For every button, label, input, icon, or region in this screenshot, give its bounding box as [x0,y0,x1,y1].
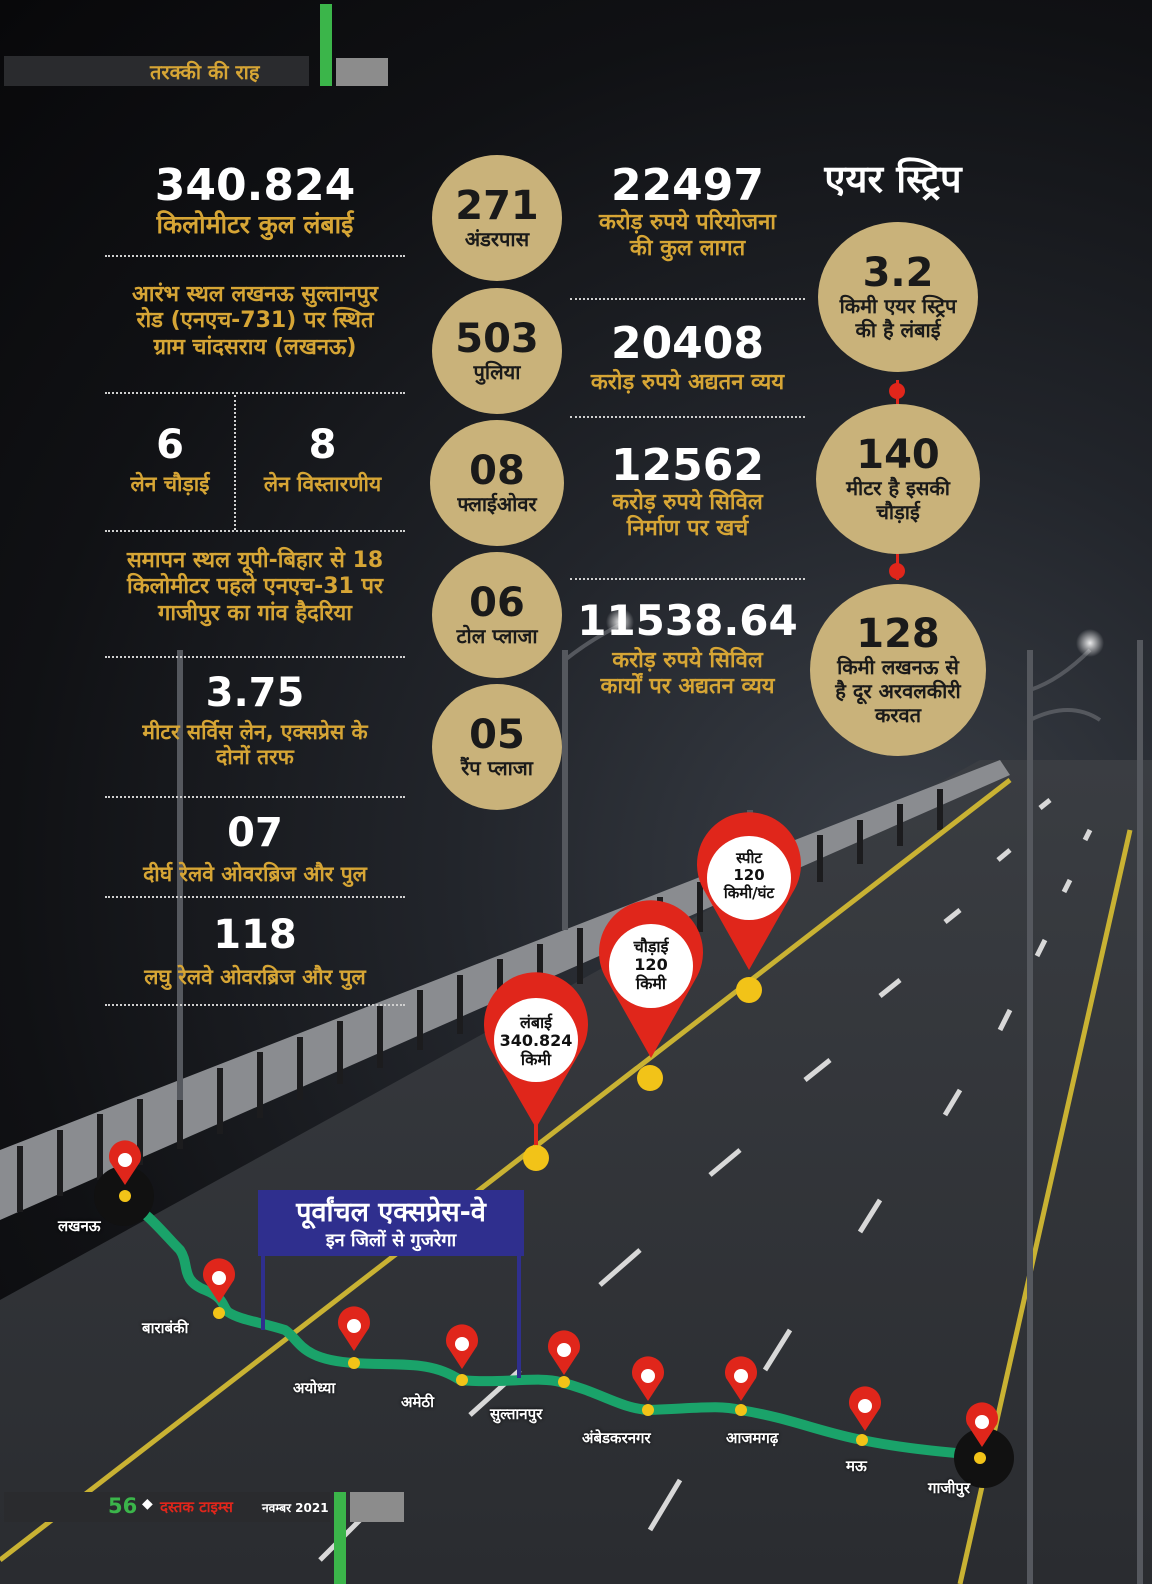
stat-circle-culverts: 503 पुलिया [432,288,562,414]
stat-circle-underpass: 271 अंडरपास [432,155,562,281]
city-label-ayodhya: अयोध्या [293,1379,336,1397]
long-rob-label: दीर्घ रेलवे ओवरब्रिज और पुल [143,862,367,886]
city-label-amethi: अमेठी [401,1393,435,1411]
city-label-mau: मऊ [846,1457,867,1475]
total-cost-value: 22497 [610,160,765,211]
airstrip-width-circle: 140 मीटर है इसकी चौड़ाई [816,404,980,554]
airstrip-length-circle: 3.2 किमी एयर स्ट्रिप की है लंबाई [818,222,978,372]
start-point-text: आरंभ स्थल लखनऊ सुल्तानपुर रोड (एनएच-731) पर स्थित ग्राम चांदसराय (लखनऊ) [131,282,379,360]
stat-circle-toll-plaza: 06 टोल प्लाजा [432,552,562,678]
expandable-lanes-value: 8 [308,422,337,468]
road-pin-width-text: चौड़ाई 120 किमी [633,937,669,993]
updated-expense-value: 20408 [610,318,765,369]
section-title: तरक्की की राह [150,60,260,84]
road-pin-length-text: लंबाई 340.824 किमी [499,1013,573,1069]
route-line [124,1198,980,1455]
stat-circle-flyover: 08 फ्लाईओवर [430,420,564,546]
city-label-azamgarh: आजमगढ़ [726,1429,779,1447]
short-rob-value: 118 [213,912,297,958]
page-number: 56 [108,1494,138,1518]
civil-works-value: 11538.64 [577,596,798,645]
route-banner-title: पूर्वांचल एक्सप्रेस-वे [296,1197,486,1228]
city-pins [109,1140,998,1464]
service-lane-value: 3.75 [205,670,305,716]
city-label-ghazipur: गाजीपुर [928,1479,971,1497]
total-length-value: 340.824 [154,160,356,211]
accent-grey-block-footer [350,1492,404,1522]
bullet-icon: ◆ [142,1496,153,1512]
lanes-value: 6 [156,422,184,468]
route-banner-subtitle: इन जिलों से गुजरेगा [325,1230,457,1251]
total-cost-label: करोड़ रुपये परियोजना की कुल लागत [599,210,776,262]
city-label-sultanpur: सुल्तानपुर [490,1405,543,1423]
total-length-label: किलोमीटर कुल लंबाई [156,210,354,239]
long-rob-value: 07 [227,810,283,856]
stat-circle-ramp-plaza: 05 रैंप प्लाजा [432,684,562,810]
expandable-lanes-label: लेन विस्तारणीय [263,472,382,496]
end-point-text: समापन स्थल यूपी-बिहार से 18 किलोमीटर पहले एनएच-31 पर गाजीपुर का गांव हैदरिया [126,548,384,626]
service-lane-label: मीटर सर्विस लेन, एक्सप्रेस के दोनों तरफ [142,720,368,770]
road-pin-speed-text: स्पीट 120 किमी/घंट [723,849,775,902]
airstrip-title: एयर स्ट्रिप [824,157,962,201]
accent-green-bar-footer [334,1492,346,1584]
magazine-name: दस्तक टाइम्स [160,1498,233,1516]
issue-date: नवम्बर 2021 [262,1501,329,1515]
short-rob-label: लघु रेलवे ओवरब्रिज और पुल [144,965,366,989]
city-label-ambedkarnagar: अंबेडकरनगर [582,1429,651,1447]
civil-construction-value: 12562 [610,440,765,491]
lanes-label: लेन चौड़ाई [130,472,210,496]
updated-expense-label: करोड़ रुपये अद्यतन व्यय [590,370,785,395]
civil-works-label: करोड़ रुपये सिविल कार्यों पर अद्यतन व्यय [600,648,775,700]
city-label-barabanki: बाराबंकी [142,1319,189,1337]
airstrip-distance-circle: 128 किमी लखनऊ से है दूर अरवलकीरी करवत [810,584,986,756]
city-label-lucknow: लखनऊ [58,1217,101,1235]
civil-construction-label: करोड़ रुपये सिविल निर्माण पर खर्च [612,490,763,542]
